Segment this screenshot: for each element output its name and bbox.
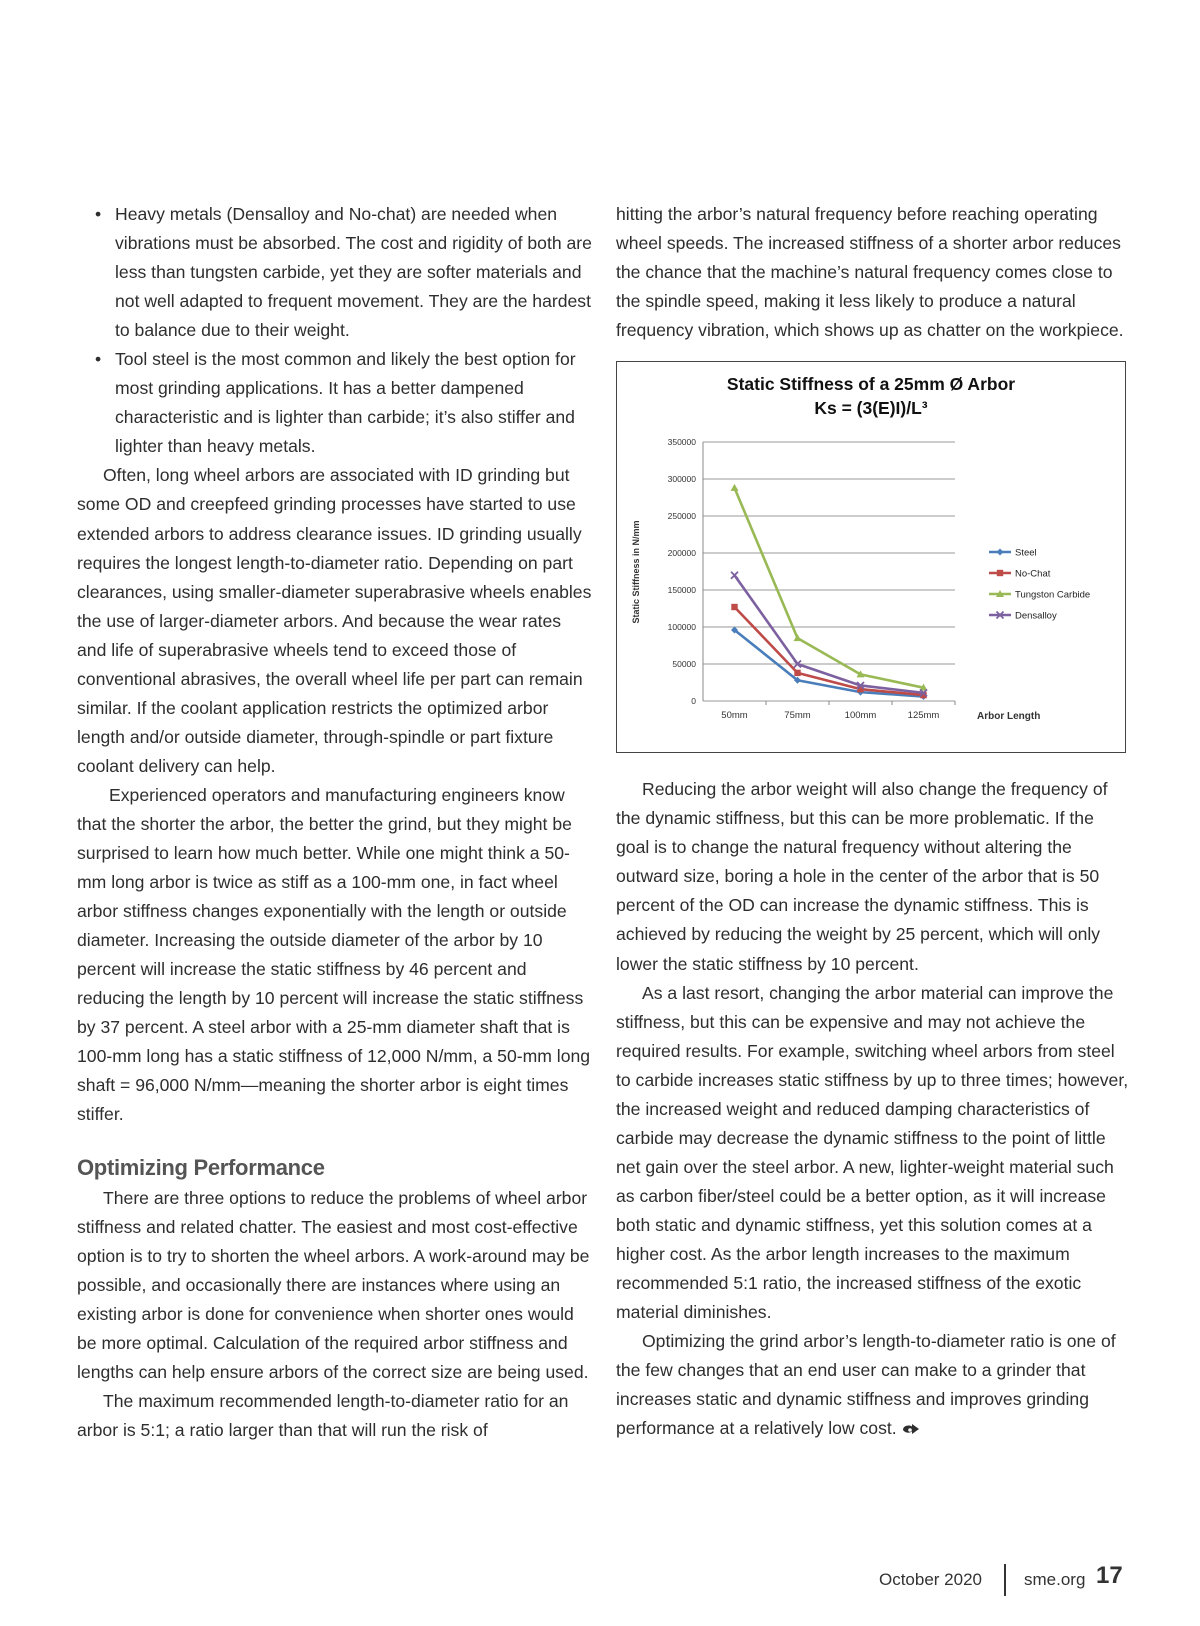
legend-item — [989, 611, 1057, 622]
y-tick-label: 250000 — [667, 511, 696, 522]
end-mark-icon — [901, 1423, 921, 1437]
chart-legend — [989, 548, 1090, 622]
data-point — [731, 484, 739, 491]
footer-divider — [1004, 1564, 1006, 1596]
x-tick-label: 75mm — [784, 710, 811, 722]
x-tick-label: 125mm — [907, 710, 940, 722]
y-tick-label: 200000 — [667, 548, 696, 559]
y-tick-label: 100000 — [667, 622, 696, 633]
body-paragraph: The maximum recommended length-to-diameter ratio for an arbor is 5:1; a ratio larger than that will run the risk of — [77, 1390, 569, 1440]
legend-item — [989, 590, 1090, 601]
x-tick-label: 100mm — [844, 710, 877, 722]
legend-label: Steel — [1015, 547, 1037, 559]
body-paragraph: As a last resort, changing the arbor material can improve the stiffness, but this can be expensive and may not achieve the required results. For example, switching wheel arbors from steel to carbide increases static stiffness by up to three times; however, the increased weight and reduced damping characteristics of carbide may decrease the dynamic stiffness to the point of little net gain over the steel arbor. A new, lighter-weight material such as carbon fiber/steel could be a better option, as it will increase both static and dynamic stiffness, yet this solution comes at a higher cost. As the arbor length increases to the maximum recommended 5:1 ratio, the increased stiffness of the exotic material diminishes. — [616, 982, 1129, 1323]
chart-x-ticks — [721, 701, 955, 721]
right-column — [616, 200, 1131, 1443]
chart-canvas — [617, 362, 1125, 752]
series-tungston-carbide — [731, 484, 928, 691]
y-tick-label: 150000 — [667, 585, 696, 596]
section-heading: Optimizing Performance — [77, 1154, 325, 1180]
chart-x-axis-label: Arbor Length — [977, 711, 1041, 723]
data-point — [997, 570, 1003, 576]
footer-date: October 2020 — [878, 1570, 982, 1589]
bullet-item — [77, 345, 592, 461]
legend-item — [989, 548, 1037, 559]
left-column — [77, 200, 592, 1445]
body-paragraph — [616, 1327, 1131, 1443]
legend-label: Tungston Carbide — [1015, 589, 1091, 601]
body-paragraph: Reducing the arbor weight will also change the frequency of the dynamic stiffness, but this can be more problematic. If the goal is to change the natural frequency without altering the outward size, boring a hole in the center of the arbor that is 50 percent of the OD can increase the dynamic stiffness. This is achieved by reducing the weight by 25 percent, which will only lower the static stiffness by 10 percent. — [616, 779, 1108, 974]
x-tick-label: 50mm — [721, 710, 748, 722]
bullet-dot: • — [95, 204, 102, 224]
body-paragraph: Often, long wheel arbors are associated with ID grinding but some OD and creepfeed grinding processes have started to use extended arbors to address clearance issues. ID grinding usually requires the longest length-to-diameter ratio. Depending on part clearances, using smaller-diameter superabrasive wheels enables the use of larger-diameter arbors. And because the wear rates and life of superabrasive wheels tend to exceed those of conventional abrasives, the overall wheel life per part can remain similar. If the coolant application restricts the optimized arbor length and/or outside diameter, through-spindle or part fixture coolant delivery can help. — [77, 465, 592, 776]
body-paragraph: There are three options to reduce the problems of wheel arbor stiffness and related chatter. The easiest and most cost-effective option is to try to shorten the wheel arbors. A work-around may be possible, and occasionally there are instances where using an existing arbor is done for convenience when shorter ones would be more optimal. Calculation of the required arbor stiffness and lengths can help ensure arbors of the correct size are being used. — [77, 1187, 590, 1382]
data-point — [997, 549, 1004, 556]
data-point — [794, 634, 802, 641]
y-tick-label: 50000 — [672, 659, 696, 670]
chart-subtitle: Ks = (3(E)I)/L³ — [814, 398, 928, 419]
series-line — [735, 630, 924, 697]
series-line — [735, 575, 924, 693]
closing-text: Optimizing the grind arbor’s length-to-diameter ratio is one of the few changes that an end user can make to a grinder that increases static and dynamic stiffness and improves grinding performance at a relatively low cost. — [616, 1331, 1116, 1439]
legend-label: No-Chat — [1015, 568, 1051, 580]
bullet-item — [77, 200, 592, 345]
data-point — [731, 604, 737, 610]
bullet-dot: • — [95, 349, 102, 370]
y-tick-label: 0 — [691, 696, 696, 707]
y-tick-label: 350000 — [667, 437, 696, 448]
bullet-text: Heavy metals (Densalloy and No-chat) are needed when vibrations must be absorbed. The cost and rigidity of both are less than tungsten carbide, yet they are softer materials and not well adapted to frequent movement. They are the hardest to balance due to their weight. — [115, 204, 592, 341]
legend-item — [989, 569, 1051, 580]
chart-y-ticks — [668, 437, 697, 706]
series-line — [735, 488, 924, 688]
body-paragraph: Experienced operators and manufacturing engineers know that the shorter the arbor, the better the grind, but they might be surprised to learn how much better. While one might think a 50-mm long arbor is twice as stiff as a 100-mm one, in fact wheel arbor stiffness changes exponentially with the length or outside diameter. Increasing the outside diameter of the arbor by 10 percent will increase the static stiffness by 46 percent and reducing the length by 10 percent will increase the static stiffness by 37 percent. A steel arbor with a 25-mm diameter shaft that is 100-mm long has a static stiffness of 12,000 N/mm, a 50-mm long shaft = 96,000 N/mm—meaning the shorter arbor is eight times stiffer. — [77, 784, 591, 1125]
legend-label: Densalloy — [1015, 610, 1057, 622]
data-point — [731, 572, 738, 579]
chart-title: Static Stiffness of a 25mm Ø Arbor — [726, 374, 1016, 395]
stiffness-chart — [616, 361, 1126, 753]
footer-site-link[interactable]: sme.org — [1024, 1570, 1086, 1589]
y-tick-label: 300000 — [667, 474, 696, 485]
chart-gridlines — [703, 442, 955, 701]
chart-y-axis-label: Static Stiffness in N/mm — [631, 520, 641, 624]
page-footer — [0, 1560, 1200, 1600]
page-number: 17 — [1096, 1562, 1123, 1589]
bullet-text: Tool steel is the most common and likely the best option for most grinding applications. It has a better dampened characteristic and is lighter than carbide; it’s also stiffer and lighter than heavy metals. — [115, 349, 576, 457]
body-paragraph: hitting the arbor’s natural frequency before reaching operating wheel speeds. The increased stiffness of a shorter arbor reduces the chance that the machine’s natural frequency comes close to the spindle speed, making it less likely to produce a natural frequency vibration, which shows up as chatter on the workpiece. — [616, 204, 1124, 341]
data-point — [794, 670, 800, 676]
